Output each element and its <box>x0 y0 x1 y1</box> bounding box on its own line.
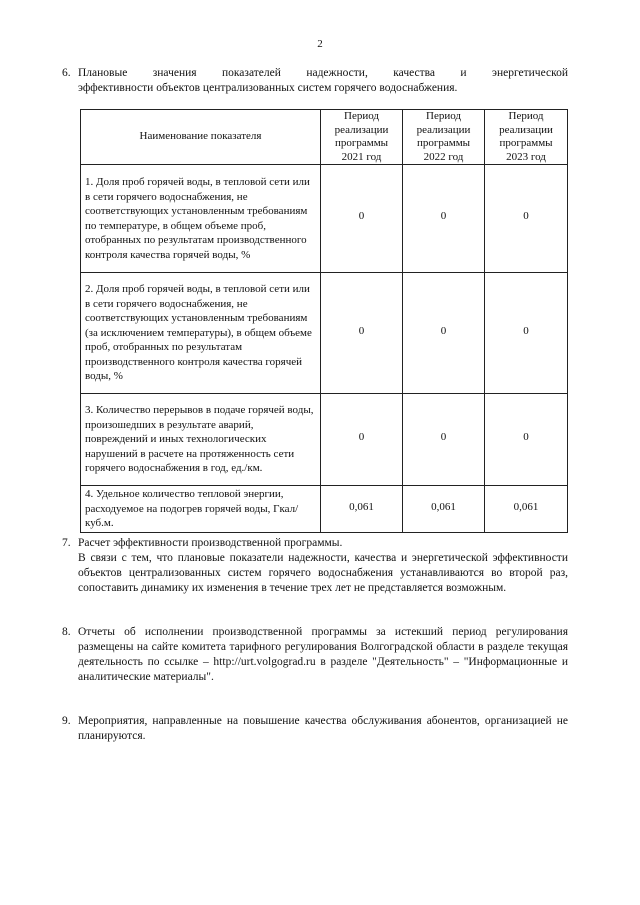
row-3-value-2022: 0 <box>403 394 485 486</box>
section-9-number: 9. <box>62 715 71 727</box>
row-1-value-2023: 0 <box>485 165 568 273</box>
section-7 <box>62 536 568 596</box>
row-1-name: 1. Доля проб горячей воды, в тепловой сети или в сети горячего водоснабжения, не соответствующих установленным требованиям по температуре, в общем объеме проб, отобранных по результатам производственного контроля качества горячей воды, % <box>81 165 321 273</box>
row-4-value-2023: 0,061 <box>485 486 568 533</box>
row-2-value-2023: 0 <box>485 273 568 394</box>
table-row <box>81 165 568 273</box>
section-7-body: В связи с тем, что плановые показатели надежности, качества и энергетической эффективности объектов централизованных систем горячего водоснабжения устанавливаются во второй раз, сопоставить динамику их изменения в течение трех лет не представляется возможным. <box>78 552 568 594</box>
section-6 <box>62 66 568 96</box>
row-1-value-2022: 0 <box>403 165 485 273</box>
section-7-title: Расчет эффективности производственной программы. <box>78 537 343 549</box>
row-3-name: 3. Количество перерывов в подаче горячей воды, произошедших в результате аварий, повреждений и иных технологических нарушений в расчете на протяженность сети горячего водоснабжения в год, ед./км. <box>81 394 321 486</box>
header-2021: Период реализации программы 2021 год <box>321 110 403 165</box>
section-9-text: Мероприятия, направленные на повышение качества обслуживания абонентов, организацией не планируются. <box>78 715 568 742</box>
section-8-number: 8. <box>62 626 71 638</box>
row-2-name: 2. Доля проб горячей воды, в тепловой сети или в сети горячего водоснабжения, не соответствующих установленным требованиям (за исключением температуры), в общем объеме проб, отобранных по результатам производственного контроля качества горячей воды, % <box>81 273 321 394</box>
table-row <box>81 486 568 533</box>
row-1-value-2021: 0 <box>321 165 403 273</box>
row-3-value-2021: 0 <box>321 394 403 486</box>
page-number: 2 <box>317 38 323 50</box>
section-9 <box>62 714 568 744</box>
section-8-text: Отчеты об исполнении производственной программы за истекший период регулирования размещены на сайте комитета тарифного регулирования Волгоградской области в разделе текущая деятельность по ссылке – http://urt.volgograd.ru в разделе "Деятельность" – "Информационные и аналитические материалы". <box>78 626 568 683</box>
table-row <box>81 394 568 486</box>
row-4-value-2021: 0,061 <box>321 486 403 533</box>
section-6-line-2: эффективности объектов централизованных систем горячего водоснабжения. <box>78 82 458 94</box>
header-2022: Период реализации программы 2022 год <box>403 110 485 165</box>
section-8 <box>62 625 568 685</box>
row-3-value-2023: 0 <box>485 394 568 486</box>
section-6-line-1: Плановые значения показателей надежности, качества и энергетической <box>78 67 568 79</box>
table-row <box>81 273 568 394</box>
row-4-value-2022: 0,061 <box>403 486 485 533</box>
header-2023: Период реализации программы 2023 год <box>485 110 568 165</box>
indicators-table <box>80 109 568 533</box>
row-2-value-2021: 0 <box>321 273 403 394</box>
header-indicator-name: Наименование показателя <box>81 110 321 165</box>
table-header-row <box>81 110 568 165</box>
row-4-name: 4. Удельное количество тепловой энергии, расходуемое на подогрев горячей воды, Гкал/куб.м. <box>81 486 321 533</box>
row-2-value-2022: 0 <box>403 273 485 394</box>
section-7-number: 7. <box>62 537 71 549</box>
section-6-number: 6. <box>62 67 71 79</box>
